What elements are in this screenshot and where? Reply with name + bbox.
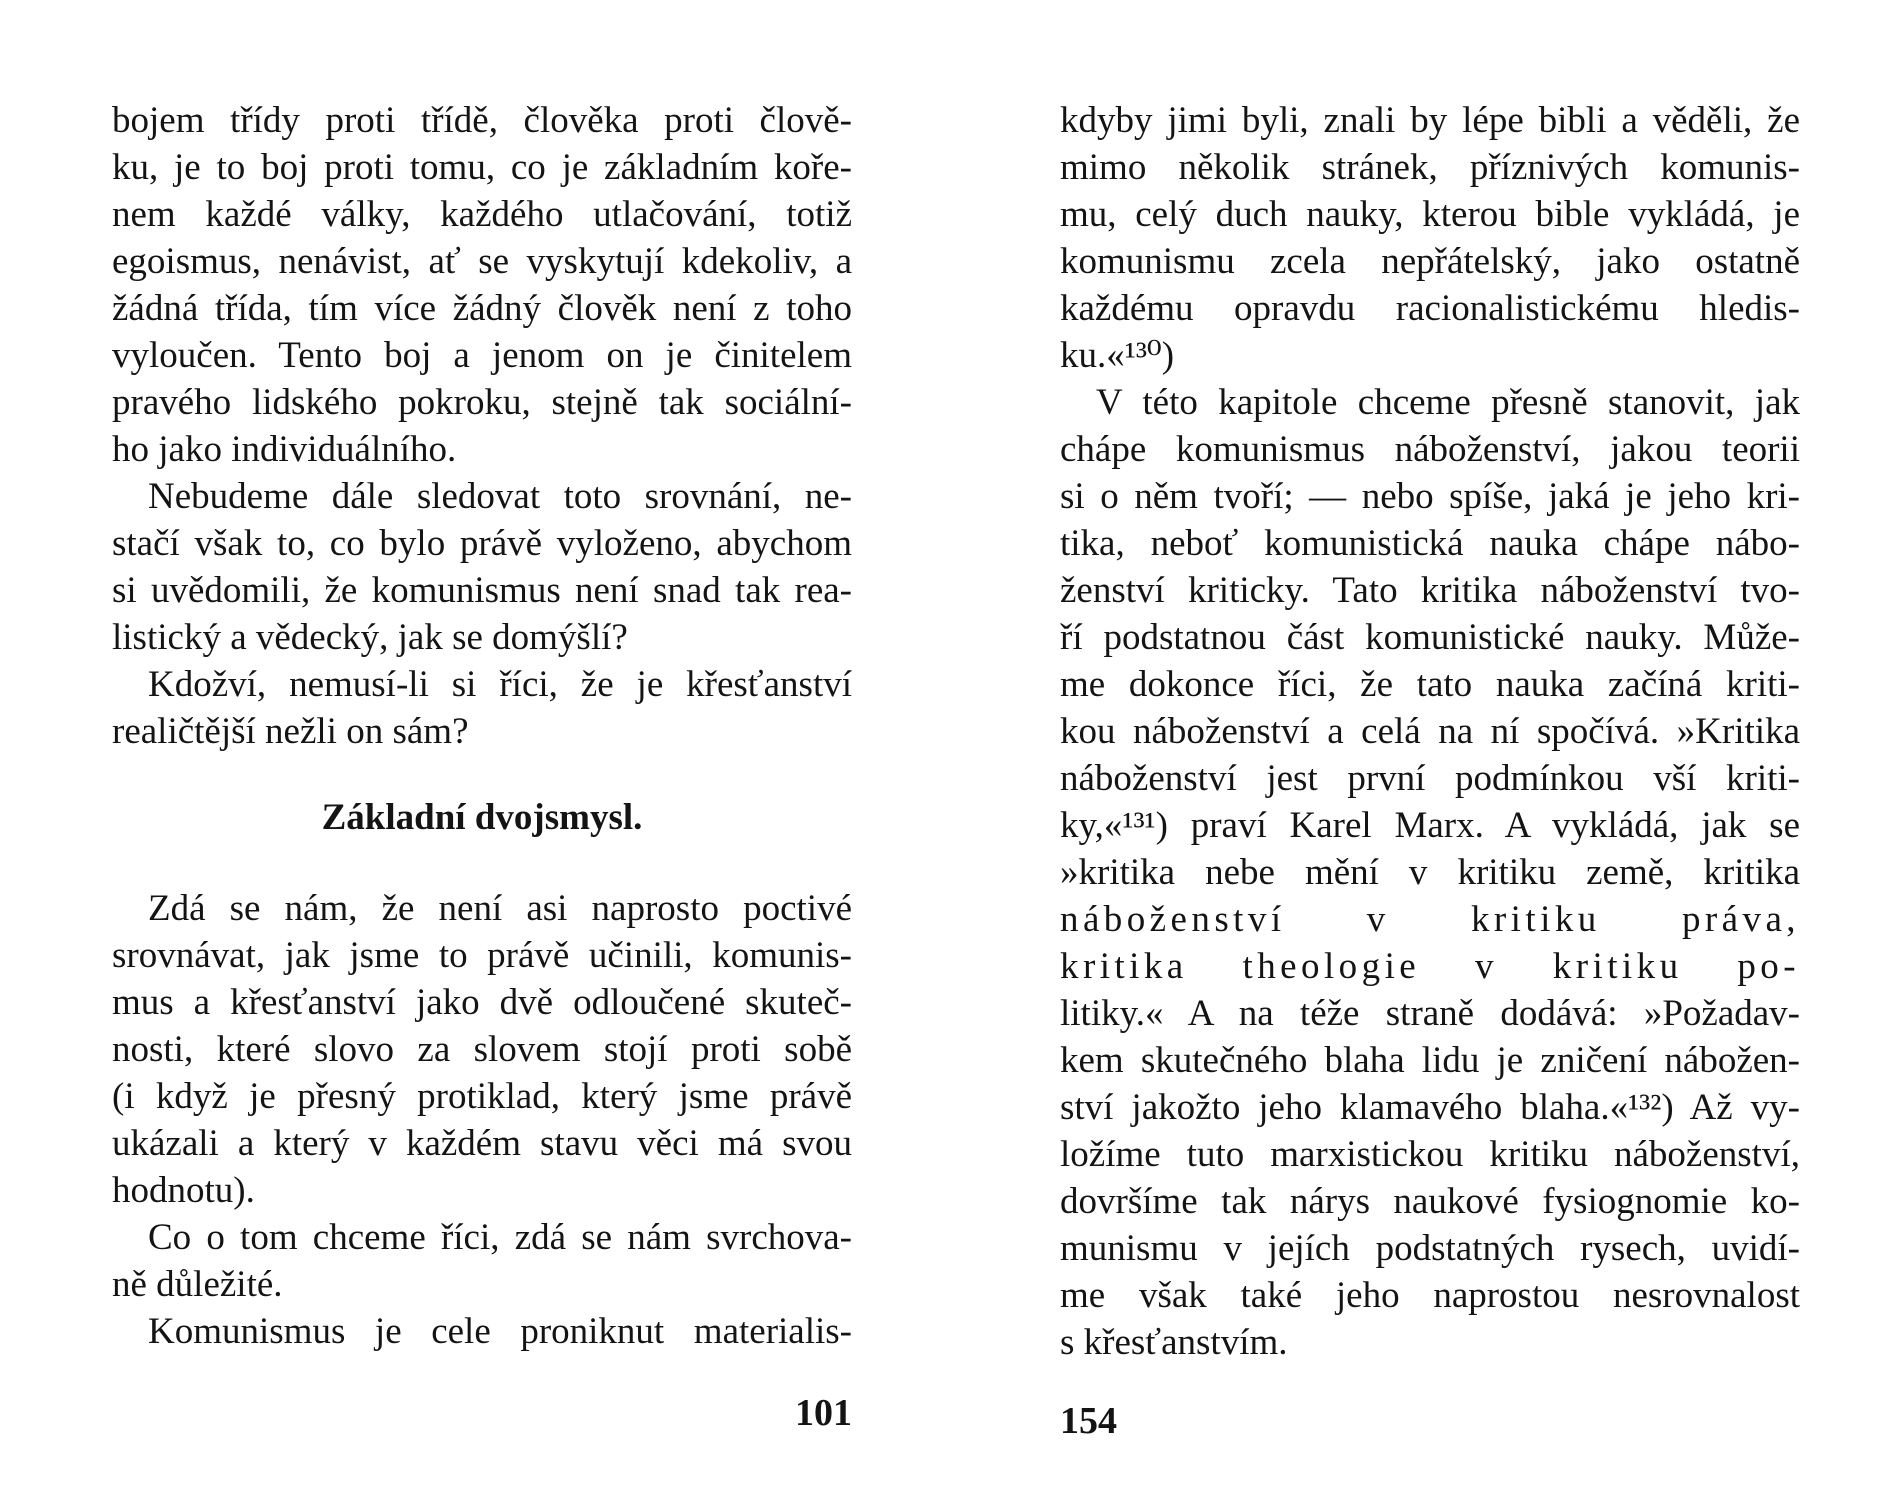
right-line-21: kem skutečného blaha lidu je zničení nábožen- <box>1060 1040 1800 1081</box>
left-line-14: realičtější nežli on sám? <box>112 711 469 752</box>
right-line-22: ství jakožto jeho klamavého blaha.«¹³²) Až vy- <box>1060 1087 1800 1128</box>
left-line-20: (i když je přesný protiklad, který jsme právě <box>112 1076 852 1117</box>
right-line-6: ku.«¹³⁰) <box>1060 335 1175 376</box>
right-line-7: V této kapitole chceme přesně stanovit, jak <box>1096 382 1800 423</box>
right-line-12: ří podstatnou část komunistické nauky. Může- <box>1060 617 1800 658</box>
left-line-25: Komunismus je cele proniknut materialis- <box>148 1311 852 1352</box>
left-line-3: nem každé války, každého utlačování, totiž <box>112 194 852 235</box>
right-line-14: kou náboženství a celá na ní spočívá. »Kritika <box>1060 711 1800 752</box>
right-line-26: me však také jeho naprostou nesrovnalost <box>1060 1275 1800 1316</box>
right-line-9: si o něm tvoří; — nebo spíše, jaká je jeho kri- <box>1060 476 1800 517</box>
left-line-4: egoismus, nenávist, ať se vyskytují kdekoliv, a <box>112 241 852 282</box>
right-line-27: s křesťanstvím. <box>1060 1322 1288 1363</box>
right-line-23: ložíme tuto marxistickou kritiku náboženství, <box>1060 1134 1800 1175</box>
left-line-10: stačí však to, co bylo právě vyloženo, abychom <box>112 523 852 564</box>
left-line-18: mus a křesťanství jako dvě odloučené skuteč- <box>112 982 852 1023</box>
right-line-3: mu, celý duch nauky, kterou bible vykládá, je <box>1060 194 1800 235</box>
right-line-20: litiky.« A na téže straně dodává: »Požadav- <box>1060 993 1800 1034</box>
right-line-25: munismu v jejích podstatných rysech, uvidí- <box>1060 1228 1800 1269</box>
left-line-24: ně důležité. <box>112 1264 283 1305</box>
left-line-7: pravého lidského pokroku, stejně tak sociální- <box>112 382 852 423</box>
left-line-21: ukázali a který v každém stavu věci má svou <box>112 1123 852 1164</box>
left-line-8: ho jako individuálního. <box>112 429 457 470</box>
left-line-11: si uvědomili, že komunismus není snad tak rea- <box>112 570 852 611</box>
page-number-right: 154 <box>1060 1400 1117 1442</box>
right-line-4: komunismu zcela nepřátelský, jako ostatně <box>1060 241 1800 282</box>
left-line-17: srovnávat, jak jsme to právě učinili, komunis- <box>112 935 852 976</box>
section-heading: Základní dvojsmysl. <box>321 797 643 838</box>
right-line-8: chápe komunismus náboženství, jakou teorii <box>1060 429 1800 470</box>
right-line-18: náboženství v kritiku práva, <box>1060 899 1800 940</box>
left-line-9: Nebudeme dále sledovat toto srovnání, ne- <box>148 476 852 517</box>
right-line-19: kritika theologie v kritiku po- <box>1060 946 1800 987</box>
right-line-15: náboženství jest první podmínkou vší kriti- <box>1060 758 1800 799</box>
right-line-11: ženství kriticky. Tato kritika náboženství tvo- <box>1060 570 1800 611</box>
right-line-10: tika, neboť komunistická nauka chápe nábo- <box>1060 523 1800 564</box>
left-line-2: ku, je to boj proti tomu, co je základním koře- <box>112 147 852 188</box>
left-line-13: Kdožví, nemusí-li si říci, že je křesťanství <box>148 664 852 705</box>
left-line-5: žádná třída, tím více žádný člověk není z toho <box>112 288 852 329</box>
left-line-1: bojem třídy proti třídě, člověka proti člově- <box>112 100 852 141</box>
page-number-left: 101 <box>795 1392 852 1434</box>
right-line-17: »kritika nebe mění v kritiku země, kritika <box>1060 852 1800 893</box>
right-line-24: dovršíme tak nárys naukové fysiognomie ko- <box>1060 1181 1800 1222</box>
right-line-13: me dokonce říci, že tato nauka začíná kriti- <box>1060 664 1800 705</box>
right-line-16: ky,«¹³¹) praví Karel Marx. A vykládá, jak se <box>1060 805 1800 846</box>
right-line-1: kdyby jimi byli, znali by lépe bibli a věděli, že <box>1060 100 1800 141</box>
left-line-22: hodnotu). <box>112 1170 255 1211</box>
left-line-12: listický a vědecký, jak se domýšlí? <box>112 617 628 658</box>
left-line-19: nosti, které slovo za slovem stojí proti sobě <box>112 1029 852 1070</box>
left-line-23: Co o tom chceme říci, zdá se nám svrchova- <box>148 1217 852 1258</box>
left-line-6: vyloučen. Tento boj a jenom on je činitelem <box>112 335 852 376</box>
right-line-2: mimo několik stránek, příznivých komunis- <box>1060 147 1800 188</box>
left-line-16: Zdá se nám, že není asi naprosto poctivé <box>148 888 852 929</box>
right-line-5: každému opravdu racionalistickému hledis- <box>1060 288 1800 329</box>
